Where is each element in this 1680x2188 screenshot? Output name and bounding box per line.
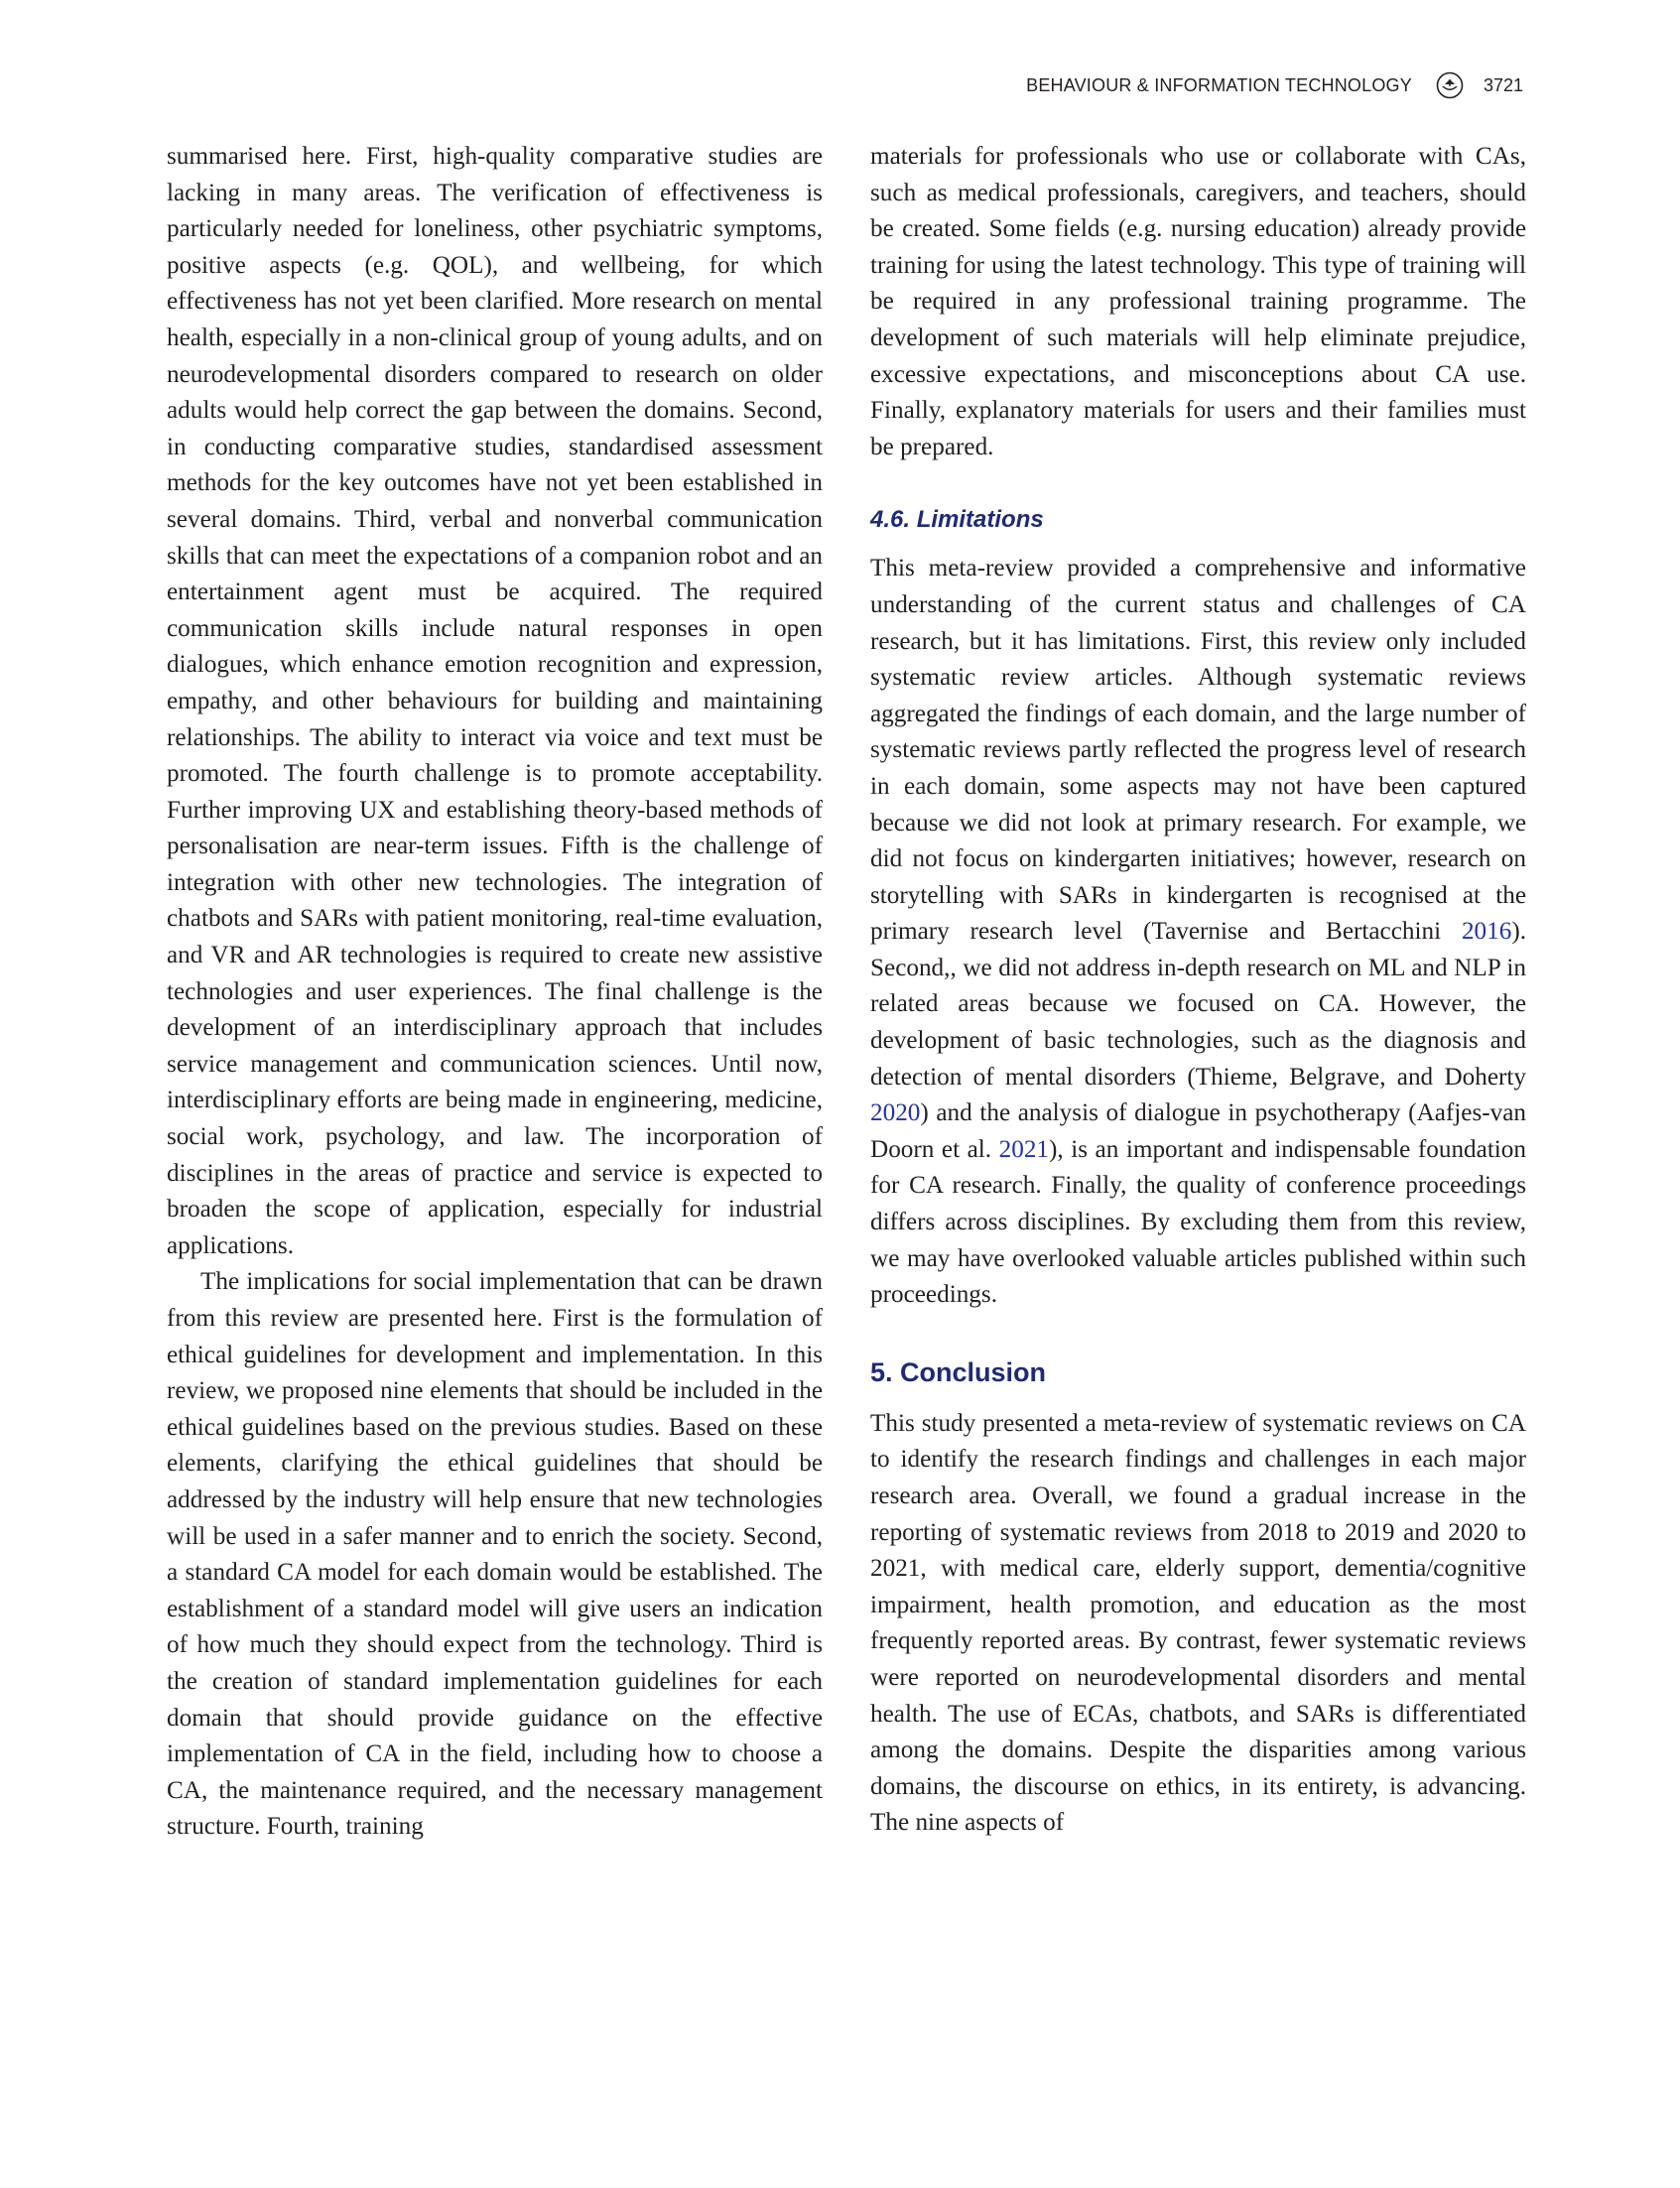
limitations-text-a: This meta-review provided a comprehensive and informative understanding of the current status and challenges of CA research, but it has limitations. First, this review only included systematic review articles. Although systematic reviews aggregated the findings of each domain, and the large number of systematic reviews partly reflected the progress level of research in each domain, some aspects may not have been captured because we did not look at primary research. For example, we did not focus on kindergarten initiatives; however, research on storytelling with SARs in kindergarten is recognised at the primary research level (Tavernise and Bertacchini [870, 555, 1526, 946]
limitations-paragraph [870, 551, 1526, 1313]
limitations-text-b: ). Second,, we did not address in-depth research on ML and NLP in related areas because we focused on CA. However, the development of basic technologies, such as the diagnosis and detection of mental disorders (Thieme, Belgrave, and Doherty [870, 918, 1526, 1091]
body-paragraph-challenges: summarised here. First, high-quality comparative studies are lacking in many areas. The verification of effectiveness is particularly needed for loneliness, other psychiatric symptoms, positive aspects (e.g. QOL), and wellbeing, for which effectiveness has not yet been clarified. More research on mental health, especially in a non-clinical group of young adults, and on neurodevelopmental disorders compared to research on older adults would help correct the gap between the domains. Second, in conducting comparative studies, standardised assessment methods for the key outcomes have not yet been established in several domains. Third, verbal and nonverbal communication skills that can meet the expectations of a companion robot and an entertainment agent must be acquired. The required communication skills include natural responses in open dialogues, which enhance emotion recognition and expression, empathy, and other behaviours for building and maintaining relationships. The ability to interact via voice and text must be promoted. The fourth challenge is to promote acceptability. Further improving UX and establishing theory-based methods of personalisation are near-term issues. Fifth is the challenge of integration with other new technologies. The integration of chatbots and SARs with patient monitoring, real-time evaluation, and VR and AR technologies is required to create new assistive technologies and user experiences. The final challenge is the development of an interdisciplinary approach that includes service management and communication sciences. Until now, interdisciplinary efforts are being made in engineering, medicine, social work, psychology, and law. The incorporation of disciplines in the areas of practice and service is expected to broaden the scope of application, especially for industrial applications. [167, 143, 823, 1259]
limitations-heading: 4.6. Limitations [870, 506, 1044, 534]
conclusion-heading: 5. Conclusion [870, 1356, 1047, 1387]
limitations-text-d: ), is an important and indispensable foundation for CA research. Finally, the quality of conference proceedings differs across disciplines. By excluding them from this review, we may have overlooked valuable articles published within such proceedings. [870, 1135, 1526, 1309]
journal-title: BEHAVIOUR & INFORMATION TECHNOLOGY [1026, 74, 1412, 95]
body-paragraph-training: materials for professionals who use or collaborate with CAs, such as medical professionals, caregivers, and teachers, should be created. Some fields (e.g. nursing education) already provide training for using the latest technology. This type of training will be required in any professional training programme. The development of such materials will help eliminate prejudice, excessive expectations, and misconceptions about CA use. Finally, explanatory materials for users and their families must be prepared. [870, 143, 1526, 460]
citation-link-2021[interactable]: 2021 [998, 1135, 1049, 1163]
citation-link-2020[interactable]: 2020 [870, 1099, 921, 1127]
right-column [870, 139, 1526, 1842]
conclusion-paragraph: This study presented a meta-review of systematic reviews on CA to identify the research findings and challenges in each major research area. Overall, we found a gradual increase in the reporting of systematic reviews from 2018 to 2019 and 2020 to 2021, with medical care, elderly support, dementia/cognitive impairment, health promotion, and education as the most frequently reported areas. By contrast, fewer systematic reviews were reported on neurodevelopmental disorders and mental health. The use of ECAs, chatbots, and SARs is differentiated among the domains. Despite the disparities among various domains, the discourse on ethics, in its entirety, is advancing. The nine aspects of [870, 1409, 1526, 1837]
page-number: 3721 [1483, 74, 1523, 95]
body-paragraph-implications: The implications for social implementation that can be drawn from this review are presented here. First is the formulation of ethical guidelines for development and implementation. In this review, we proposed nine elements that should be included in the ethical guidelines based on the previous studies. Based on these elements, clarifying the ethical guidelines that should be addressed by the industry will help ensure that new technologies will be used in a safer manner and to enrich the society. Second, a standard CA model for each domain would be established. The establishment of a standard model will give users an indication of how much they should expect from the technology. Third is the creation of standard implementation guidelines for each domain that should provide guidance on the effective implementation of CA in the field, including how to choose a CA, the maintenance required, and the necessary management structure. Fourth, training [167, 1268, 823, 1841]
running-header [1026, 71, 1523, 99]
limitations-text-c: ) and the analysis of dialogue in psychotherapy (Aafjes-van Doorn et al. [870, 1099, 1526, 1163]
left-column [167, 139, 823, 1846]
citation-link-2016[interactable]: 2016 [1461, 918, 1512, 946]
publisher-logo-icon [1436, 71, 1464, 99]
